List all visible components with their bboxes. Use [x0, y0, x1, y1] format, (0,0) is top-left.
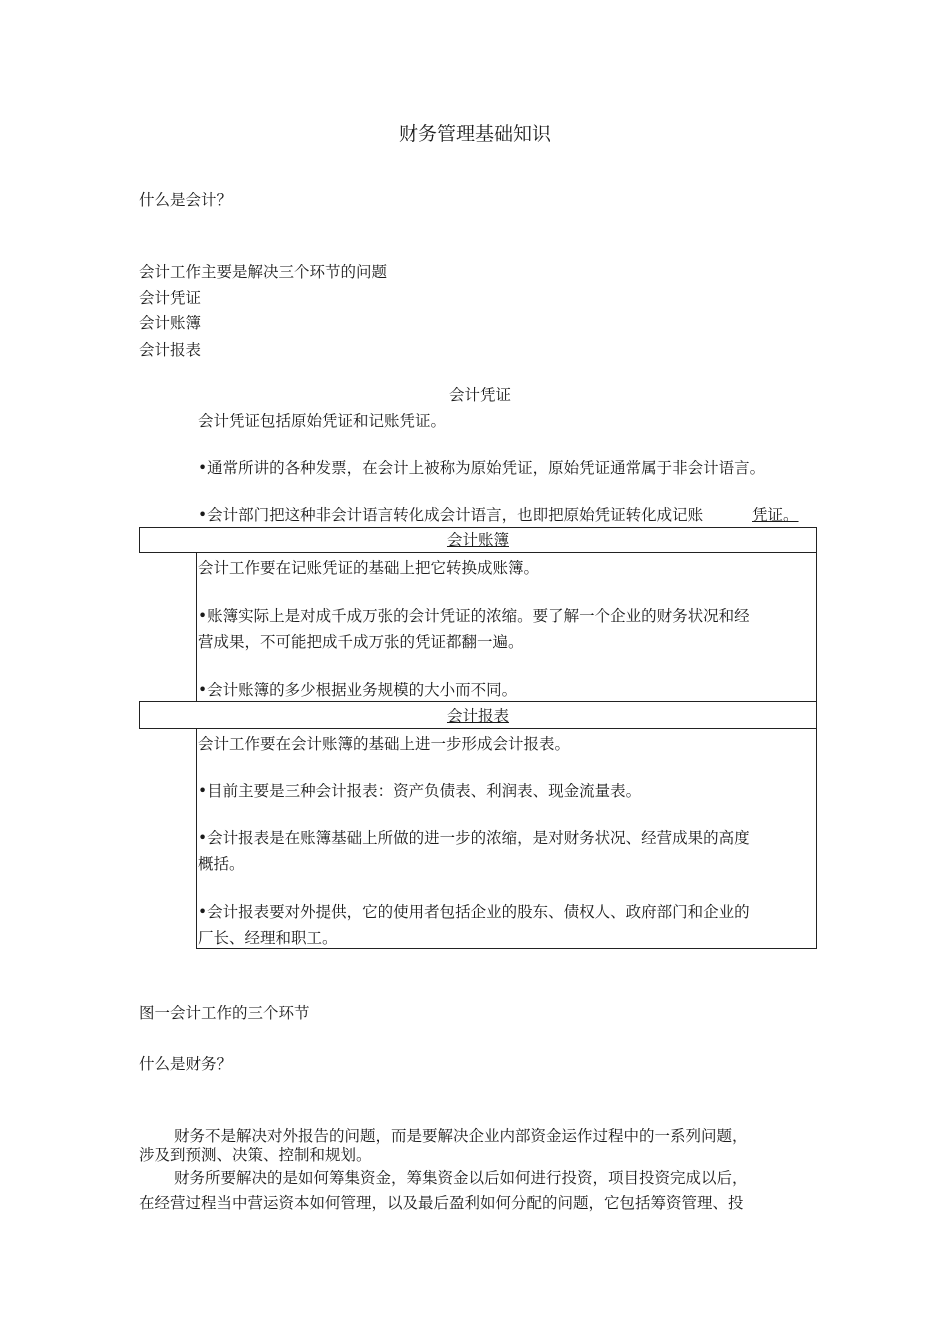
report-line: 概括。 [198, 855, 245, 873]
figure-caption: 图一会计工作的三个环节 [139, 1004, 310, 1022]
ledger-line: •账簿实际上是对成千成万张的会计凭证的浓缩。要了解一个企业的财务状况和经 [198, 607, 750, 625]
ledger-line: 营成果，不可能把成千成万张的凭证都翻一遍。 [198, 633, 524, 651]
page-title: 财务管理基础知识 [398, 123, 551, 145]
paragraph-line: 在经营过程当中营运资本如何管理，以及最后盈利如何分配的问题，它包括筹资管理、投 [139, 1194, 744, 1212]
ledger-line: •会计账簿的多少根据业务规模的大小而不同。 [198, 681, 518, 699]
voucher-heading: 会计凭证 [448, 386, 511, 404]
report-heading: 会计报表 [446, 707, 509, 725]
voucher-line: 会计凭证包括原始凭证和记账凭证。 [198, 412, 447, 430]
ledger-line: 会计工作要在记账凭证的基础上把它转换成账簿。 [198, 559, 540, 577]
report-line: 会计工作要在会计账簿的基础上进一步形成会计报表。 [198, 735, 571, 753]
paragraph-line: 财务不是解决对外报告的问题，而是要解决企业内部资金运作过程中的一系列问题， [174, 1127, 748, 1145]
list-item: 会计凭证 [139, 289, 202, 307]
intro-line: 会计工作主要是解决三个环节的问题 [139, 263, 388, 281]
report-line: 厂长、经理和职工。 [198, 929, 338, 947]
voucher-line: •通常所讲的各种发票，在会计上被称为原始凭证，原始凭证通常属于非会计语言。 [198, 459, 766, 477]
report-line: •目前主要是三种会计报表：资产负债表、利润表、现金流量表。 [198, 782, 642, 800]
list-item: 会计报表 [139, 341, 202, 359]
voucher-line: •会计部门把这种非会计语言转化成会计语言，也即把原始凭证转化成记账 [198, 506, 704, 524]
paragraph-line: 财务所要解决的是如何筹集资金，筹集资金以后如何进行投资，项目投资完成以后， [174, 1169, 748, 1187]
question-finance: 什么是财务？ [139, 1055, 233, 1073]
report-line: •会计报表要对外提供，它的使用者包括企业的股东、债权人、政府部门和企业的 [198, 903, 750, 921]
list-item: 会计账簿 [139, 314, 202, 332]
paragraph-line: 涉及到预测、决策、控制和规划。 [139, 1146, 372, 1164]
report-line: •会计报表是在账簿基础上所做的进一步的浓缩，是对财务状况、经营成果的高度 [198, 829, 750, 847]
question-accounting: 什么是会计？ [139, 191, 233, 209]
voucher-line-end: 凭证。 [752, 506, 799, 524]
ledger-heading: 会计账簿 [446, 531, 509, 549]
